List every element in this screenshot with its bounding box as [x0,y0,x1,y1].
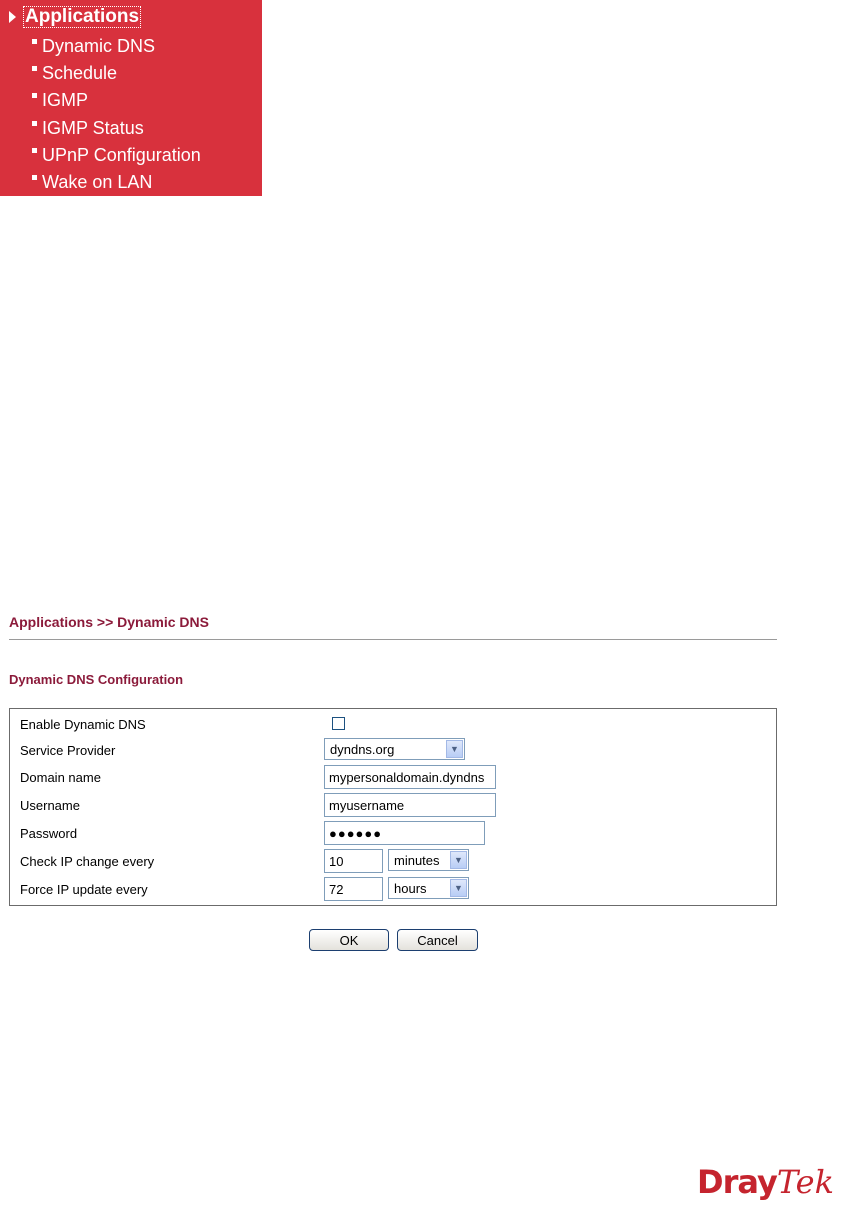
provider-value: dyndns.org [330,742,395,757]
force-ip-label: Force IP update every [20,882,148,897]
breadcrumb: Applications >> Dynamic DNS [9,614,209,630]
force-ip-value: 72 [329,882,344,897]
domain-label: Domain name [20,770,101,785]
service-provider-select[interactable] [324,738,465,760]
square-bullet-icon [32,148,37,153]
username-label: Username [20,798,80,813]
menu-item-label: Schedule [42,63,118,84]
domain-name-input[interactable] [324,765,496,789]
check-ip-unit: minutes [394,853,440,868]
square-bullet-icon [32,66,37,71]
applications-menu [0,0,262,196]
chevron-down-icon[interactable]: ▼ [450,851,467,869]
check-ip-interval-input[interactable] [324,849,383,873]
check-ip-value: 10 [329,854,344,869]
username-input[interactable] [324,793,496,817]
square-bullet-icon [32,175,37,180]
password-value: ●●●●●● [329,826,383,841]
chevron-down-icon[interactable]: ▼ [450,879,467,897]
ok-button[interactable]: OK [309,929,389,951]
logo-part1: Dray [697,1163,777,1201]
force-ip-unit: hours [394,881,427,896]
square-bullet-icon [32,93,37,98]
chevron-down-icon[interactable]: ▼ [446,740,463,758]
domain-value: mypersonaldomain.dyndns [329,770,485,785]
menu-item-upnp-configuration[interactable] [32,142,201,169]
enable-ddns-checkbox[interactable] [332,717,345,730]
menu-item-dynamic-dns[interactable] [32,33,201,60]
menu-item-wake-on-lan[interactable] [32,169,201,196]
cancel-button[interactable]: Cancel [397,929,478,951]
triangle-right-icon [9,11,16,23]
row-password [10,819,776,847]
section-title: Dynamic DNS Configuration [9,672,184,687]
password-label: Password [20,826,78,841]
row-provider [10,736,776,764]
square-bullet-icon [32,39,37,44]
username-value: myusername [329,798,405,813]
ddns-form [9,708,777,906]
force-ip-unit-select[interactable] [388,877,469,899]
enable-label: Enable Dynamic DNS [20,717,146,732]
row-enable [10,710,776,738]
menu-item-label: IGMP [42,90,89,111]
row-force-ip [10,875,776,903]
force-ip-interval-input[interactable] [324,877,383,901]
row-check-ip [10,847,776,875]
check-ip-unit-select[interactable] [388,849,469,871]
menu-item-label: Dynamic DNS [42,36,156,57]
row-domain [10,763,776,791]
draytek-logo [697,1163,834,1201]
check-ip-label: Check IP change every [20,854,155,869]
menu-item-igmp-status[interactable] [32,115,201,142]
menu-title[interactable]: Applications [25,6,140,27]
menu-item-label: UPnP Configuration [42,144,201,165]
menu-item-schedule[interactable] [32,60,201,87]
menu-item-label: IGMP Status [42,117,144,138]
password-input[interactable] [324,821,485,845]
logo-part2: Tek [776,1163,834,1201]
menu-item-label: Wake on LAN [42,172,153,193]
divider [9,639,777,640]
row-username [10,791,776,819]
menu-item-igmp[interactable] [32,87,201,114]
menu-header[interactable] [9,5,141,29]
square-bullet-icon [32,121,37,126]
provider-label: Service Provider [20,743,116,758]
menu-items [32,33,201,196]
